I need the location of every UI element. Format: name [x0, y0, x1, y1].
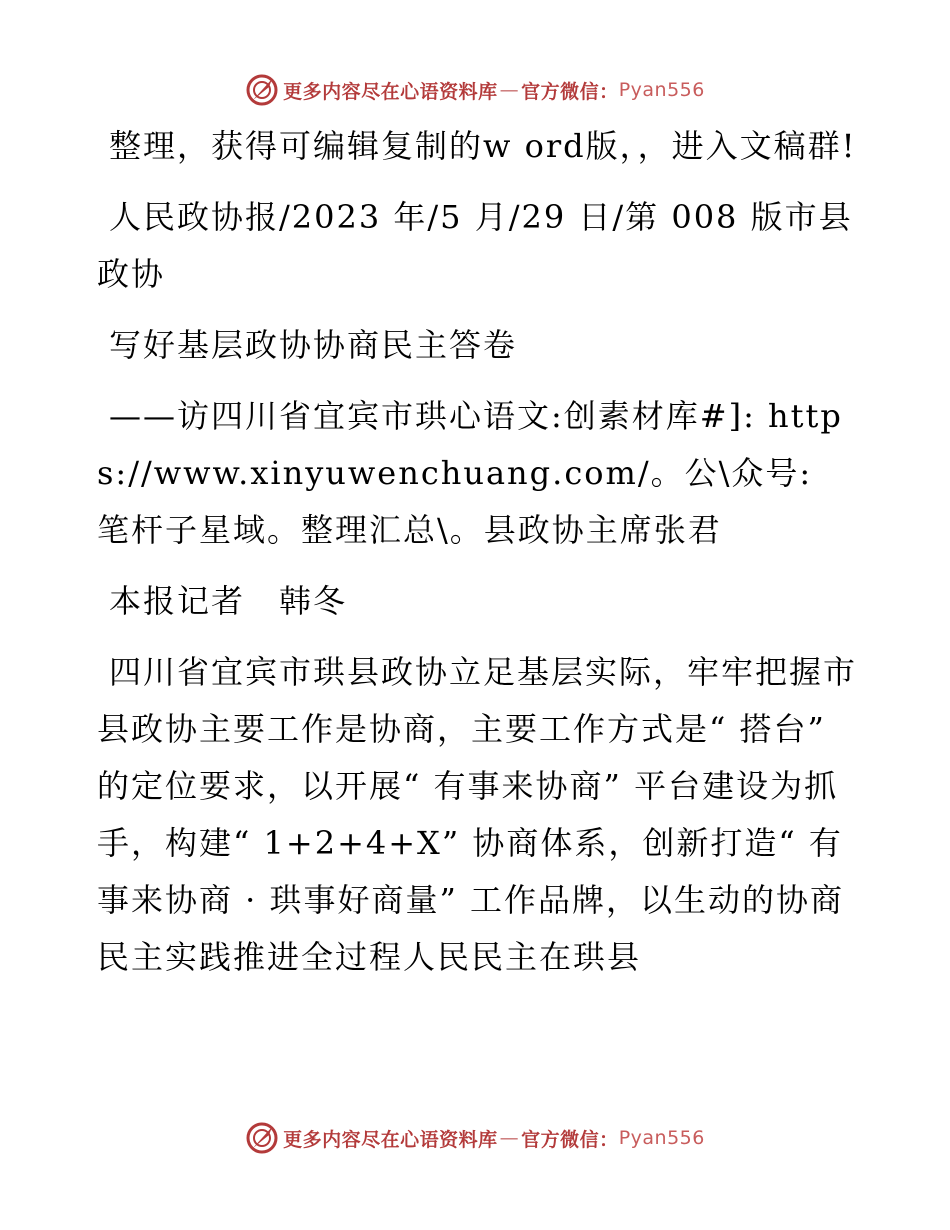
article-title: 写好基层政协协商民主答卷	[109, 326, 518, 364]
header-contact-label: 官方微信：	[521, 80, 619, 103]
header-contact-handle: Pyan556	[618, 79, 705, 101]
byline: 本报记者 韩冬	[109, 582, 348, 620]
body-paragraph: 四川省宜宾市珙县政协立足基层实际，牢牢把握市县政协主要工作是协商，主要工作方式是“ 搭台” 的定位要求，以开展“ 有事来协商” 平台建设为抓手，构建“ 1+2+4+X” 协商体系，创新打造“ 有事来协商 · 珙事好商量” 工作品牌，以生动的协商民主实践推进全过程人民民主在珙县	[97, 653, 858, 976]
header-banner	[0, 70, 950, 110]
quill-pen-logo-icon	[245, 1121, 279, 1155]
header-brand-text: 更多内容尽在心语资料库	[283, 80, 498, 103]
footer-contact-handle: Pyan556	[618, 1127, 705, 1149]
article-subtitle: ——访四川省宜宾市珙心语文:创素材库#]: https://www.xinyuwenchuang.com/。公\众号: 笔杆子星域。整理汇总\。县政协主席张君	[97, 397, 843, 549]
source-line: 人民政协报/2023 年/5 月/29 日/第 008 版市县政协	[97, 198, 853, 293]
footer-contact-label: 官方微信：	[521, 1128, 619, 1151]
quill-pen-logo-icon	[245, 73, 279, 107]
document-body	[97, 118, 857, 986]
header-separator: —	[499, 79, 520, 101]
footer-banner	[0, 1118, 950, 1158]
intro-paragraph: 整理，获得可编辑复制的w ord版，，进入文稿群!	[109, 127, 857, 165]
footer-separator: —	[499, 1127, 520, 1149]
footer-brand-text: 更多内容尽在心语资料库	[283, 1128, 498, 1151]
